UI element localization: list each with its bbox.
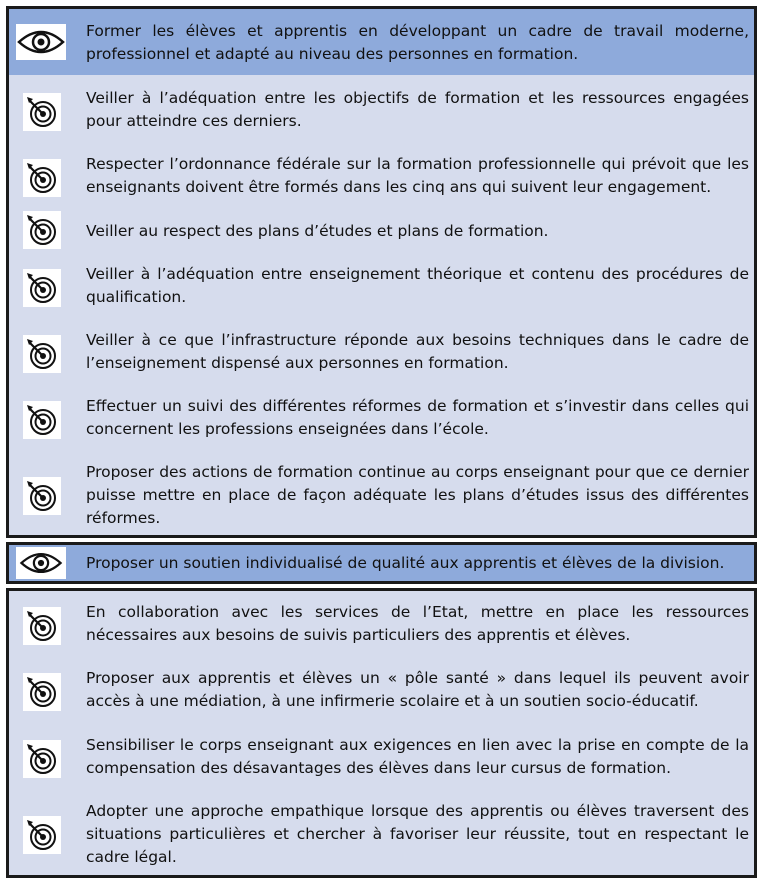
list-item [9, 329, 754, 384]
target-icon [23, 401, 61, 439]
target-icon [23, 211, 61, 249]
section-header [9, 9, 754, 75]
list-item [9, 800, 754, 875]
eye-icon [16, 24, 66, 60]
section-header-text: Proposer un soutien individualisé de qualité aux apprentis et élèves de la division. [86, 554, 725, 572]
target-icon [23, 673, 61, 711]
list-item [9, 153, 754, 208]
target-icon [23, 477, 61, 515]
list-item-text: Adopter une approche empathique lorsque des apprentis ou élèves traversent des situations particulières et chercher à favoriser leur réussite, tout en respectant le cadre légal. [86, 802, 749, 866]
list-item [9, 461, 754, 536]
objective-section-2-header [6, 542, 757, 584]
target-icon [23, 93, 61, 131]
list-item [9, 211, 754, 255]
target-icon [23, 816, 61, 854]
list-item [9, 667, 754, 722]
list-item [9, 87, 754, 142]
list-item-text: Veiller à l’adéquation entre enseignement théorique et contenu des procédures de qualification. [86, 265, 749, 306]
list-item-text: Veiller à l’adéquation entre les objectifs de formation et les ressources engagées pour atteindre ces derniers. [86, 89, 749, 130]
list-item [9, 395, 754, 450]
list-item-text: Sensibiliser le corps enseignant aux exigences en lien avec la prise en compte de la compensation des désavantages des élèves dans leur cursus de formation. [86, 736, 749, 777]
list-item-text: Proposer aux apprentis et élèves un « pôle santé » dans lequel ils peuvent avoir accès à une médiation, à une infirmerie scolaire et à un soutien socio-éducatif. [86, 669, 749, 710]
eye-icon [16, 547, 66, 579]
objective-section-1 [6, 6, 757, 538]
list-item [9, 734, 754, 789]
target-icon [23, 740, 61, 778]
list-item-text: Veiller au respect des plans d’études et plans de formation. [86, 222, 549, 240]
list-item-text: Veiller à ce que l’infrastructure réponde aux besoins techniques dans le cadre de l’enseignement dispensé aux personnes en formation. [86, 331, 749, 372]
section-header [9, 545, 754, 581]
list-item-text: Effectuer un suivi des différentes réformes de formation et s’investir dans celles qui concernent les professions enseignées dans l’école. [86, 397, 749, 438]
list-item-text: Respecter l’ordonnance fédérale sur la formation professionnelle qui prévoit que les enseignants doivent être formés dans les cinq ans qui suivent leur engagement. [86, 155, 749, 196]
objective-section-2 [6, 588, 757, 878]
list-item [9, 263, 754, 318]
list-item-text: En collaboration avec les services de l’Etat, mettre en place les ressources nécessaires aux besoins de suivis particuliers des apprentis et élèves. [86, 603, 749, 644]
target-icon [23, 607, 61, 645]
target-icon [23, 159, 61, 197]
target-icon [23, 269, 61, 307]
target-icon [23, 335, 61, 373]
section-header-text: Former les élèves et apprentis en développant un cadre de travail moderne, professionnel et adapté au niveau des personnes en formation. [86, 22, 749, 63]
list-item [9, 601, 754, 656]
list-item-text: Proposer des actions de formation continue au corps enseignant pour que ce dernier puisse mettre en place de façon adéquate les plans d’études issus des différentes réformes. [86, 463, 749, 527]
